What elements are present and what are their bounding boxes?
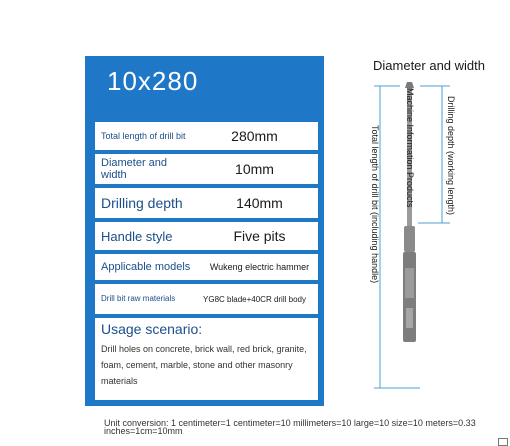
spec-row-raw-materials xyxy=(95,284,318,316)
spec-label: Drill bit raw materials xyxy=(101,294,176,303)
spec-label: Diameter and width xyxy=(101,157,168,181)
image-icon xyxy=(498,438,508,446)
drilling-depth-label: Drilling depth (working length) xyxy=(446,96,456,216)
drill-bit-collar xyxy=(404,226,415,252)
spec-row-handle-style xyxy=(95,222,318,252)
spec-row-total-length xyxy=(95,122,318,152)
spec-label: Drilling depth xyxy=(101,195,183,211)
spec-label: Total length of drill bit xyxy=(101,131,186,141)
machine-info-label: Machine Information Products xyxy=(405,88,415,208)
spec-panel xyxy=(85,56,324,406)
unit-conversion-note: Unit conversion: 1 centimeter=1 centimeter=10 millimeters=10 large=10 size=10 meters=0.33 inches=1cm=10mm xyxy=(104,418,476,436)
spec-value: 280mm xyxy=(231,128,278,144)
spec-title: 10x280 xyxy=(107,66,199,96)
usage-heading: Usage scenario: xyxy=(101,321,203,337)
spec-label: Handle style xyxy=(101,228,173,244)
spec-row-drilling-depth xyxy=(95,188,318,220)
spec-row-diameter xyxy=(95,154,318,186)
usage-scenario xyxy=(95,318,318,400)
spec-value: Wukeng electric hammer xyxy=(209,262,310,272)
spec-value: 10mm xyxy=(235,161,274,177)
drill-bit-groove xyxy=(405,268,414,298)
usage-text: Drill holes on concrete, brick wall, red brick, granite, foam, cement, marble, stone and other masonry materials xyxy=(101,344,307,386)
drill-bit-groove-lower xyxy=(406,308,413,328)
diameter-width-title: Diameter and width xyxy=(373,58,485,73)
spec-row-applicable-models xyxy=(95,254,318,282)
spec-value: YG8C blade+40CR drill body xyxy=(203,294,306,304)
total-length-label: Total length of drill bit (including handle) xyxy=(370,125,380,284)
spec-label: Applicable models xyxy=(101,261,191,273)
spec-value: Five pits xyxy=(233,228,286,244)
spec-value: 140mm xyxy=(236,195,283,211)
